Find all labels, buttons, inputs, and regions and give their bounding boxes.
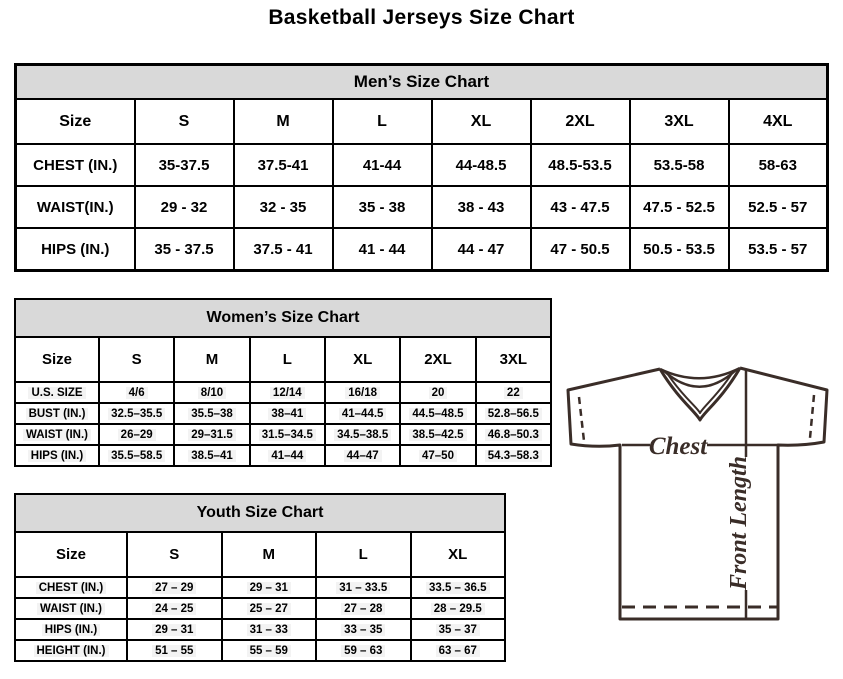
row-label: WAIST (IN.) xyxy=(15,424,99,445)
cell-value: 47–50 xyxy=(400,445,475,466)
left-cuff-dashed-seam xyxy=(579,397,584,441)
cell-value: 58-63 xyxy=(729,144,828,186)
table-row xyxy=(15,640,505,661)
row-label: BUST (IN.) xyxy=(15,403,99,424)
cell-value: 37.5 - 41 xyxy=(234,228,333,271)
cell-value: 44.5–48.5 xyxy=(400,403,475,424)
column-header: Size xyxy=(16,99,135,144)
column-header: Size xyxy=(15,532,127,577)
column-header: XL xyxy=(432,99,531,144)
cell-value: 29 – 31 xyxy=(127,619,222,640)
cell-value: 4/6 xyxy=(99,382,174,403)
column-header: 3XL xyxy=(476,337,551,382)
column-header: 2XL xyxy=(531,99,630,144)
youth-size-chart-table xyxy=(14,493,506,662)
column-header: M xyxy=(222,532,317,577)
cell-value: 24 – 25 xyxy=(127,598,222,619)
cell-value: 50.5 - 53.5 xyxy=(630,228,729,271)
page-title: Basketball Jerseys Size Chart xyxy=(268,6,575,29)
mens-size-chart-table xyxy=(14,63,829,272)
cell-value: 44-48.5 xyxy=(432,144,531,186)
chart-title: Youth Size Chart xyxy=(15,494,505,532)
column-header: L xyxy=(333,99,432,144)
column-header-row xyxy=(15,337,551,382)
cell-value: 47.5 - 52.5 xyxy=(630,186,729,228)
column-header: S xyxy=(127,532,222,577)
front-length-label: Front Length xyxy=(726,455,752,591)
row-label: WAIST(IN.) xyxy=(16,186,135,228)
cell-value: 27 – 28 xyxy=(316,598,411,619)
cell-value: 38–41 xyxy=(250,403,325,424)
column-header: XL xyxy=(411,532,506,577)
column-header: S xyxy=(99,337,174,382)
cell-value: 53.5 - 57 xyxy=(729,228,828,271)
cell-value: 55 – 59 xyxy=(222,640,317,661)
cell-value: 31.5–34.5 xyxy=(250,424,325,445)
cell-value: 35 - 37.5 xyxy=(135,228,234,271)
cell-value: 32 - 35 xyxy=(234,186,333,228)
column-header-row xyxy=(15,532,505,577)
cell-value: 20 xyxy=(400,382,475,403)
table-row xyxy=(16,144,828,186)
cell-value: 53.5-58 xyxy=(630,144,729,186)
table-row xyxy=(16,228,828,271)
row-label: U.S. SIZE xyxy=(15,382,99,403)
column-header: L xyxy=(250,337,325,382)
table-row xyxy=(15,382,551,403)
cell-value: 34.5–38.5 xyxy=(325,424,400,445)
jersey-outline xyxy=(568,368,827,619)
column-header: XL xyxy=(325,337,400,382)
cell-value: 35 - 38 xyxy=(333,186,432,228)
cell-value: 63 – 67 xyxy=(411,640,506,661)
cell-value: 52.5 - 57 xyxy=(729,186,828,228)
cell-value: 41–44.5 xyxy=(325,403,400,424)
column-header: M xyxy=(234,99,333,144)
column-header: M xyxy=(174,337,249,382)
column-header-row xyxy=(16,99,828,144)
cell-value: 31 – 33 xyxy=(222,619,317,640)
cell-value: 37.5-41 xyxy=(234,144,333,186)
cell-value: 35 – 37 xyxy=(411,619,506,640)
cell-value: 27 – 29 xyxy=(127,577,222,598)
cell-value: 31 – 33.5 xyxy=(316,577,411,598)
cell-value: 35.5–58.5 xyxy=(99,445,174,466)
chest-label: Chest xyxy=(648,433,708,460)
womens-size-chart-table xyxy=(14,298,552,467)
cell-value: 52.8–56.5 xyxy=(476,403,551,424)
column-header: 3XL xyxy=(630,99,729,144)
row-label: CHEST (IN.) xyxy=(15,577,127,598)
cell-value: 44–47 xyxy=(325,445,400,466)
column-header: 4XL xyxy=(729,99,828,144)
cell-value: 25 – 27 xyxy=(222,598,317,619)
row-label: WAIST (IN.) xyxy=(15,598,127,619)
cell-value: 26–29 xyxy=(99,424,174,445)
column-header: 2XL xyxy=(400,337,475,382)
cell-value: 35.5–38 xyxy=(174,403,249,424)
row-label: CHEST (IN.) xyxy=(16,144,135,186)
cell-value: 32.5–35.5 xyxy=(99,403,174,424)
cell-value: 29 - 32 xyxy=(135,186,234,228)
row-label: HIPS (IN.) xyxy=(15,445,99,466)
column-header: Size xyxy=(15,337,99,382)
cell-value: 43 - 47.5 xyxy=(531,186,630,228)
table-row xyxy=(15,598,505,619)
row-label: HIPS (IN.) xyxy=(16,228,135,271)
cell-value: 38.5–41 xyxy=(174,445,249,466)
cell-value: 59 – 63 xyxy=(316,640,411,661)
cell-value: 12/14 xyxy=(250,382,325,403)
cell-value: 33 – 35 xyxy=(316,619,411,640)
table-row xyxy=(15,577,505,598)
cell-value: 38.5–42.5 xyxy=(400,424,475,445)
chart-title: Men’s Size Chart xyxy=(16,65,828,100)
table-row xyxy=(15,403,551,424)
cell-value: 44 - 47 xyxy=(432,228,531,271)
cell-value: 35-37.5 xyxy=(135,144,234,186)
column-header: S xyxy=(135,99,234,144)
cell-value: 41–44 xyxy=(250,445,325,466)
cell-value: 8/10 xyxy=(174,382,249,403)
cell-value: 33.5 – 36.5 xyxy=(411,577,506,598)
cell-value: 38 - 43 xyxy=(432,186,531,228)
table-row xyxy=(15,424,551,445)
cell-value: 29–31.5 xyxy=(174,424,249,445)
cell-value: 29 – 31 xyxy=(222,577,317,598)
cell-value: 48.5-53.5 xyxy=(531,144,630,186)
cell-value: 22 xyxy=(476,382,551,403)
cell-value: 51 – 55 xyxy=(127,640,222,661)
row-label: HIPS (IN.) xyxy=(15,619,127,640)
column-header: L xyxy=(316,532,411,577)
table-row xyxy=(15,445,551,466)
cell-value: 41-44 xyxy=(333,144,432,186)
cell-value: 16/18 xyxy=(325,382,400,403)
cell-value: 28 – 29.5 xyxy=(411,598,506,619)
cell-value: 46.8–50.3 xyxy=(476,424,551,445)
table-row xyxy=(15,619,505,640)
chart-title: Women’s Size Chart xyxy=(15,299,551,337)
table-row xyxy=(16,186,828,228)
jersey-measurement-diagram xyxy=(556,356,843,630)
cell-value: 47 - 50.5 xyxy=(531,228,630,271)
cell-value: 41 - 44 xyxy=(333,228,432,271)
row-label: HEIGHT (IN.) xyxy=(15,640,127,661)
cell-value: 54.3–58.3 xyxy=(476,445,551,466)
jersey-icon xyxy=(556,356,843,630)
right-cuff-dashed-seam xyxy=(810,395,814,438)
